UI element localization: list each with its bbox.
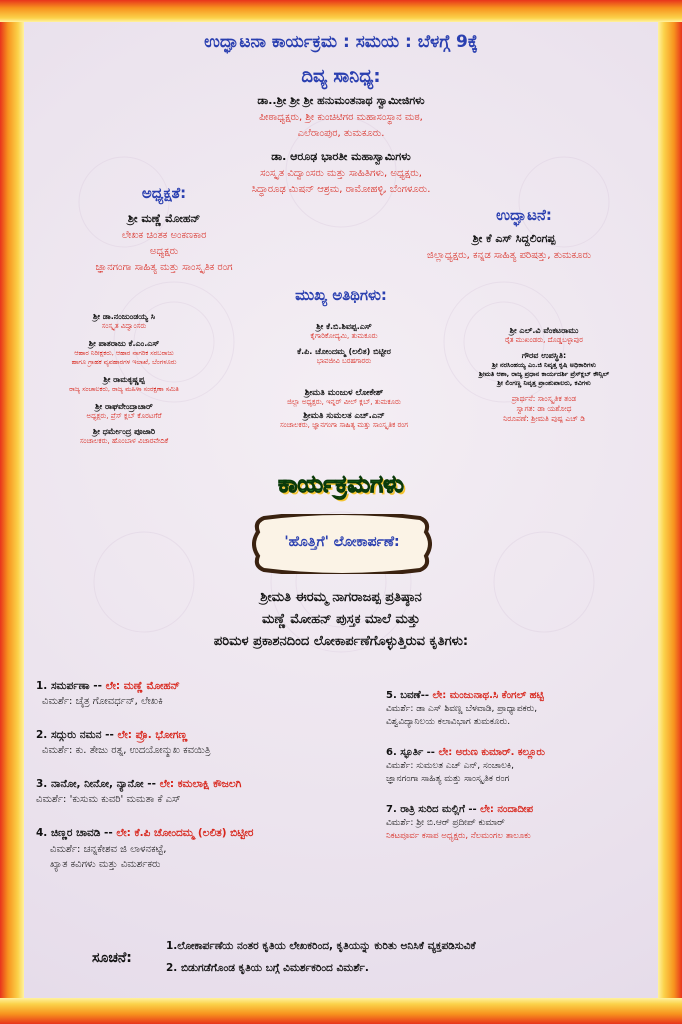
intro-line1: ಶ್ರೀಮತಿ ಈರಮ್ಮ ನಾಗರಾಜಪ್ಪ ಪ್ರತಿಷ್ಠಾನ: [260, 590, 422, 605]
book-author: ಲೇ: ಕಮಲಾಕ್ಷಿ ಕೌಜಲಗಿ: [159, 778, 242, 790]
divya-heading: ದಿವ್ಯ ಸಾನಿಧ್ಯ:: [301, 66, 381, 87]
adhyakshate-line1: ಲೇಖಕ ಚಿಂತಕ ಅಂಕಣಕಾರ: [121, 230, 207, 241]
guest-name: ಶ್ರೀಮತಿ ಸುಮಲತ ಎಚ್.ಎನ್: [303, 411, 385, 421]
book-item: [36, 778, 376, 805]
udghatane-heading: ಉದ್ಘಾಟನೆ:: [496, 206, 552, 224]
suchane-line1: 1.ಲೋಕಾರ್ಪಣೆಯ ನಂತರ ಕೃತಿಯ ಲೇಖಕರಿಂದ, ಕೃತಿಯನ್ನು ಕುರಿತು ಅನಿಸಿಕೆ ವ್ಯಕ್ತಪಡಿಸುವಿಕೆ: [166, 940, 476, 952]
guest-name: ಶ್ರೀ ಕೆ.ಬಿ.ಶಿವಪ್ಪ.ಎಸ್: [316, 322, 372, 331]
book-author: ಲೇ: ಕೆ.ಪಿ ಚೋಂದಮ್ಮ (ಲಲಿತ) ಬಿಟ್ಟೀರ: [116, 827, 254, 839]
book-title: 5. ಬವಣೆ--: [386, 690, 433, 701]
divya-person2-name: ಡಾ. ಆರೂಢ ಭಾರತೀ ಮಹಾಸ್ವಾಮಿಗಳು: [271, 150, 411, 163]
poster-body: [24, 22, 658, 998]
book-title: 6. ಸ್ಫೂರ್ತಿ --: [386, 747, 439, 758]
book-title: 4. ಚಿಣ್ಣರ ಚಾವಡಿ --: [36, 827, 117, 839]
banner-text: 'ಹೊತ್ತಿಗೆ' ಲೋಕಾರ್ಪಣೆ:: [284, 534, 400, 550]
program-time-heading: ಉದ್ಘಾಟನಾ ಕಾರ್ಯಕ್ರಮ : ಸಮಯ : ಬೆಳಗ್ಗೆ 9ಕ್ಕೆ: [204, 32, 478, 52]
book-author: ಲೇ: ಮಣ್ಣೆ ಮೋಹನ್: [105, 680, 180, 692]
swagata-line: ಸ್ವಾಗತ: ಡಾ ಯಶೋಧ: [516, 404, 572, 413]
book-title: 1. ಸಮರ್ಪಣಾ --: [36, 680, 106, 692]
guest-desc: ಸಂಚಾಲಕರು, ಜ್ಞಾನಗಂಗಾ ಸಾಹಿತ್ಯ ಮತ್ತು ಸಾಂಸ್ಕೃತಿಕ ರಂಗ: [279, 421, 409, 429]
bottom-border: [0, 998, 682, 1024]
divya-person1-name: ಡಾ..ಶ್ರೀ ಶ್ರೀ ಶ್ರೀ ಹನುಮಂತನಾಥ ಸ್ವಾಮೀಜಿಗಳು: [257, 94, 425, 107]
guest-desc: ರೈತ ಮುಖಂಡರು, ದೊಡ್ಡಬಳ್ಳಾಪುರ: [505, 336, 583, 344]
book-author: ಲೇ: ನಂದಾದೀಪ: [480, 804, 534, 815]
left-border: [0, 0, 24, 1024]
guest-name: ಶ್ರೀ ಪಾತರಾಜು ಕೆ.ಎಂ.ಎಸ್: [88, 339, 160, 348]
guest-name: ಶ್ರೀ ರಾಘವೇಂದ್ರಾಚಾರ್: [95, 402, 153, 411]
book-author: ಲೇ: ಅರುಣ ಕುಮಾರ್. ಕಲ್ಲೂರು: [438, 747, 545, 758]
book-review: ಜ್ಞಾನಗಂಗಾ ಸಾಹಿತ್ಯ ಮತ್ತು ಸಾಂಸ್ಕೃತಿಕ ರಂಗ: [386, 774, 510, 784]
book-review: ವಿಮರ್ಶೆ: ಚೈತ್ರ ಗೋವರ್ಧನ್, ಲೇಖಕಿ: [42, 696, 163, 707]
divya-person1-line1: ಪೀಠಾಧ್ಯಕ್ಷರು, ಶ್ರೀ ಕುಂಚಿಟಿಗರ ಮಹಾಸಂಸ್ಥಾನ ಮಠ,: [259, 112, 423, 123]
intro-line2: ಮಣ್ಣೆ ಮೋಹನ್ ಪುಸ್ತಕ ಮಾಲೆ ಮತ್ತು: [262, 612, 420, 627]
book-item: [36, 729, 376, 756]
guest-desc: ಆಹಾರ ನಿರೀಕ್ಷಕರು, ಆಹಾರ ನಾಗರಿಕ ಸರಬರಾಜು: [74, 349, 174, 357]
suchane-line2: 2. ಬಿಡುಗಡೆಗೊಂಡ ಕೃತಿಯ ಬಗ್ಗೆ ವಿಮರ್ಶಕರಿಂದ ವಿಮರ್ಶೆ.: [166, 962, 369, 974]
guest-name: ಶ್ರೀ ಧರ್ಮೇಂದ್ರ ಪೂಜಾರಿ: [92, 427, 156, 436]
book-author: ಲೇ: ಪ್ರೊ. ಭೋಗಣ್ಣ: [117, 729, 188, 741]
guest-honor-heading: ಗೌರವ ಉಪಸ್ಥಿತಿ:: [521, 351, 567, 360]
guest-name: ಶ್ರೀ ರಾಮಕೃಷ್ಣಪ್ಪ: [103, 375, 145, 384]
right-border: [658, 0, 682, 1024]
guest-desc: ಹಾಗೂ ಗ್ರಾಹಕ ವ್ಯವಹಾರಗಳ ಇಲಾಖೆ, ಬೆಂಗಳೂರು: [71, 358, 177, 366]
book-author: ಲೇ: ಮಂಜುನಾಥ.ಸಿ ಕೆಂಗಲ್ ಹಟ್ಟಿ: [432, 690, 544, 701]
book-review: ವಿಮರ್ಶೆ: ಡಾ ಎಸ್ ಶಿವಣ್ಣ ಬೆಳವಾಡಿ, ಪ್ರಾಧ್ಯಾಪಕರು,: [386, 704, 538, 714]
guest-desc: ಸಂಚಾಲಕರು, ಹೊಂಬಾಳ ವಿಚಾರವೇದಿಕೆ: [79, 437, 169, 445]
suchane-label: ಸೂಚನೆ:: [92, 950, 132, 966]
top-border: [0, 0, 682, 22]
adhyakshate-line2: ಅಧ್ಯಕ್ಷರು: [149, 246, 179, 257]
guest-desc: ಭಾವಜೀವಿ ಬರಹಗಾರರು: [316, 357, 372, 365]
book-review: ವಿಮರ್ಶೆ: ಸುಮಲತ ಎಚ್ ಎನ್, ಸಂಚಾಲಕಿ,: [386, 761, 514, 771]
mukhya-heading: ಮುಖ್ಯ ಅತಿಥಿಗಳು:: [295, 286, 387, 304]
intro-line3: ಪರಿಮಳ ಪ್ರಕಾಶನದಿಂದ ಲೋಕಾರ್ಪಣೆಗೊಳ್ಳುತ್ತಿರುವ ಕೃತಿಗಳು:: [213, 634, 469, 649]
guest-desc: ಕೈಗಾರಿಕೋದ್ಯಮಿ, ತುಮಕೂರು: [310, 332, 378, 340]
adhyakshate-line3: ಜ್ಞಾನಗಂಗಾ ಸಾಹಿತ್ಯ ಮತ್ತು ಸಾಂಸ್ಕೃತಿಕ ರಂಗ: [95, 262, 233, 273]
books-right: [386, 690, 654, 841]
book-review: ವಿಶ್ವವಿದ್ಯಾನಿಲಯ ಕಲಾವಿಭಾಗ ತುಮಕೂರು.: [386, 717, 511, 727]
guests-left: [34, 312, 214, 446]
guest-desc: ಜಿಲ್ಲಾ ಅಧ್ಯಕ್ಷರು, ಇನ್ನರ್ ವೀಲ್ ಕ್ಲಬ್, ತುಮಕೂರು: [287, 398, 401, 406]
book-item: [36, 827, 376, 870]
book-item: [386, 804, 654, 841]
book-item: [386, 690, 654, 727]
divya-person2-line1: ಸಂಸ್ಕೃತ ವಿದ್ವಾಂಸರು ಮತ್ತು ಸಾಹಿತಿಗಳು, ಅಧ್ಯಕ್ಷರು,: [260, 168, 422, 179]
udghatane-name: ಶ್ರೀ ಕೆ ಎಸ್ ಸಿದ್ದಲಿಂಗಪ್ಪ: [472, 232, 556, 245]
guest-name: ಶ್ರೀಮತಿ ಆಶಾ, ರಾಜ್ಯ ಪ್ರಧಾನ ಕಾರ್ಯದರ್ಶಿ ಪ್ರೆಸ್‌ಕ್ಲಬ್ ಕೌನ್ಸಿಲ್: [478, 370, 610, 378]
book-title: 7. ರಾತ್ರಿ ಸುರಿದ ಮಲ್ಲಿಗೆ --: [386, 804, 481, 815]
guests-center: [234, 322, 454, 430]
guest-desc: ಅಧ್ಯಕ್ಷರು, ಪ್ರೆಸ್ ಕ್ಲಬ್ ಕೊರಟಗೆರೆ: [86, 412, 162, 420]
divya-person1-line2: ಎಲೆರಾಂಪುರ, ತುಮಕೂರು.: [297, 128, 385, 139]
book-item: [36, 680, 376, 707]
book-review: ಖ್ಯಾತ ಕವಿಗಳು ಮತ್ತು ವಿಮರ್ಶಕರು: [50, 859, 161, 870]
book-title: 2. ಸದ್ಗುರು ನಮನ --: [36, 729, 118, 741]
book-title: 3. ನಾನೋ, ನೀನೋ, ನ್ಯಾನೋ --: [36, 778, 160, 790]
adhyakshate-heading: ಅಧ್ಯಕ್ಷತೆ:: [141, 184, 187, 202]
guest-name: ಶ್ರೀ ನರಸಿಂಹಯ್ಯ ಎಂ.ಜಿ ನಿವೃತ್ತ ಕೃಷಿ ಅಧಿಕಾರಿಗಳು: [492, 361, 596, 369]
adhyakshate-name: ಶ್ರೀ ಮಣ್ಣೆ ಮೋಹನ್: [127, 212, 201, 225]
book-review: ವಿಮರ್ಶೆ: ಚನ್ನಕೇಶವ ಜಿ ಲಾಳನಕಟ್ಟೆ,: [50, 844, 167, 855]
guest-desc: ಸಂಸ್ಕೃತ ವಿದ್ವಾಂಸರು: [101, 322, 147, 330]
guest-name: ಕೆ.ಪಿ. ಚೋಂದಮ್ಮ (ಲಲಿತ) ಬಿಟ್ಟೀರ: [297, 347, 391, 356]
guest-name: ಶ್ರೀ ಲಿಂಗಣ್ಣ ನಿವೃತ್ತ ಪ್ರಾಂಶುಪಾಲರು, ಕವಿಗಳು: [497, 379, 591, 387]
book-item: [386, 747, 654, 784]
programs-title: ಕಾರ್ಯಕ್ರಮಗಳು: [278, 470, 404, 498]
book-review: ವಿಮರ್ಶೆ: ಶ್ರೀ ಬಿ.ಆರ್ ಪ್ರದೀಪ್ ಕುಮಾರ್: [386, 818, 505, 828]
guest-name: ಶ್ರೀಮತಿ ಮಂಜುಳ ಲೋಕೇಶ್: [304, 388, 384, 398]
book-review: ವಿಮರ್ಶೆ: 'ಕುಸುಮ ಕುವರಿ' ಮಮತಾ ಕೆ ಎಸ್: [36, 794, 181, 805]
divya-person2-line2: ಸಿದ್ಧಾರೂಢ ಮಿಷನ್ ಆಶ್ರಮ, ರಾಮೋಹಳ್ಳಿ, ಬೆಂಗಳೂರು.: [251, 184, 431, 195]
guest-desc: ರಾಜ್ಯ ಸಂಚಾಲಕರು, ರಾಜ್ಯ ಮಹಿಳಾ ಸಂರಕ್ಷಣಾ ಸಮಿತಿ: [69, 385, 179, 393]
book-review: ವಿಮರ್ಶೆ: ಕು. ತೇಜು ರತ್ನ, ಉದಯೋನ್ಮುಖ ಕವಯಿತ್ರಿ: [42, 745, 211, 756]
books-left: [36, 680, 376, 870]
guest-name: ಶ್ರೀ ಡಾ.ನಂಜುಂಡಯ್ಯ ಸಿ: [92, 312, 156, 321]
guest-name: ಶ್ರೀ ಎಲ್.ವಿ ವೆಂಕಟರಾಮು: [509, 326, 579, 335]
niroopane-line: ನಿರೂಪಣೆ: ಶ್ರೀಮತಿ ಪುಷ್ಪ ಎಚ್ ಡಿ: [503, 414, 585, 423]
guests-right: [434, 326, 654, 424]
prarthane-line: ಪ್ರಾರ್ಥನೆ: ಸಾಂಸ್ಕೃತಿಕ ತಂಡ: [511, 394, 577, 403]
book-review-detail: ನಿಕಟಪೂರ್ವ ಕಸಾಪ ಅಧ್ಯಕ್ಷರು, ನೆಲಮಂಗಲ ತಾಲೂಕು: [386, 831, 531, 841]
udghatane-line1: ಜಿಲ್ಲಾಧ್ಯಕ್ಷರು, ಕನ್ನಡ ಸಾಹಿತ್ಯ ಪರಿಷತ್ತು, ತುಮಕೂರು: [426, 250, 592, 261]
